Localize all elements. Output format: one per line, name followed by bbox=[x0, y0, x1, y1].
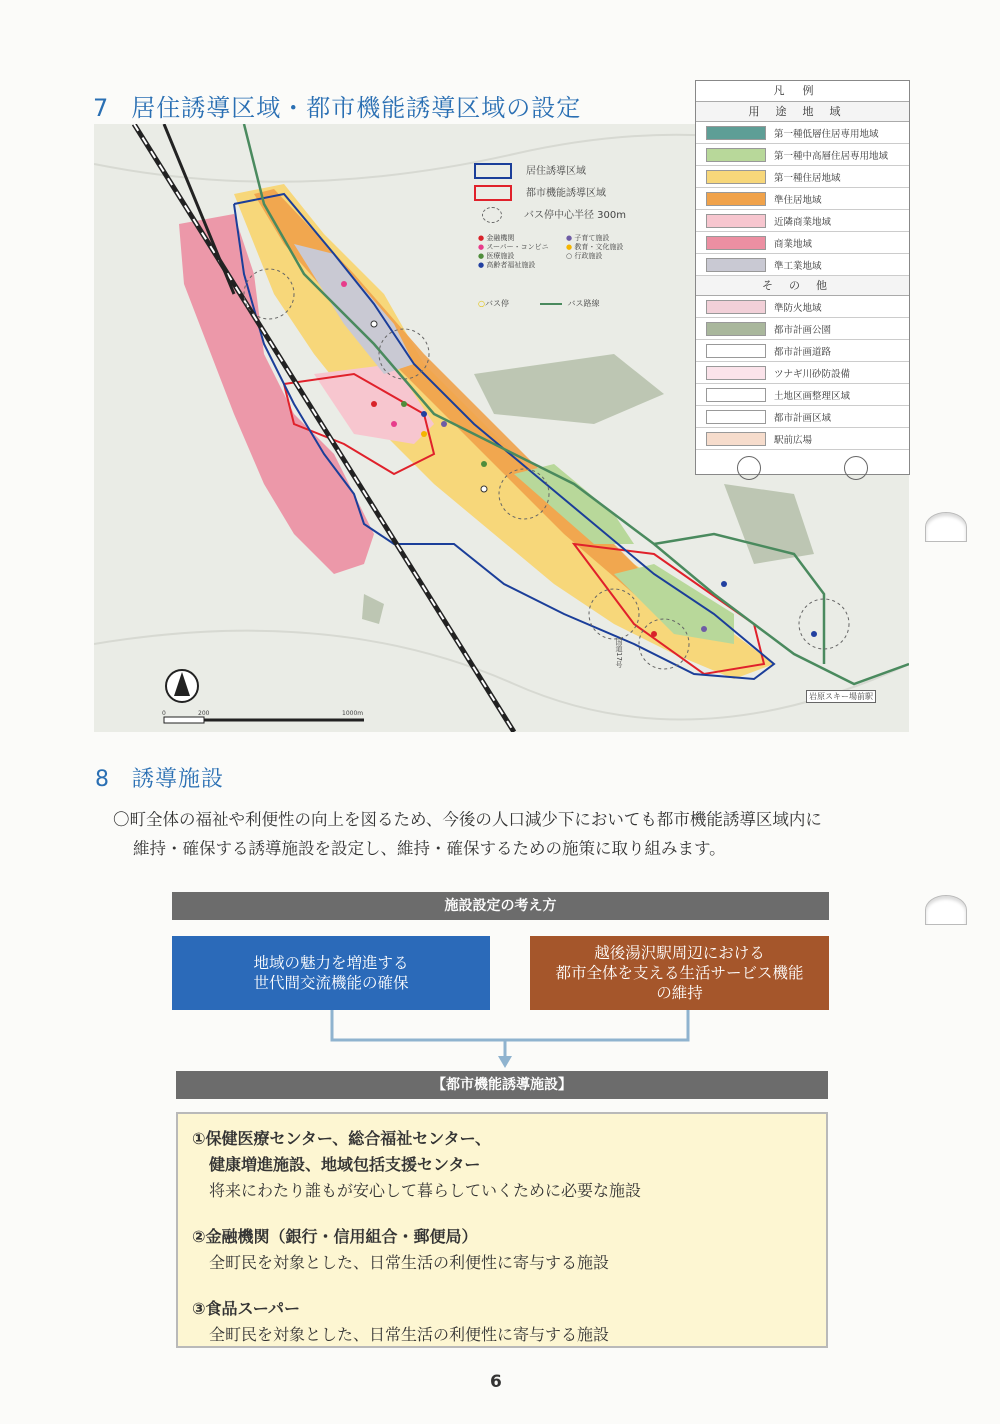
use-zone-row bbox=[696, 188, 909, 210]
other-label: 都市計画道路 bbox=[774, 346, 832, 358]
use-zone-row bbox=[696, 122, 909, 144]
use-zone-label: 第一種低層住居専用地域 bbox=[774, 128, 879, 140]
use-zone-label: 近隣商業地域 bbox=[774, 216, 832, 228]
left-box-line-1: 地域の魅力を増進する bbox=[253, 954, 409, 972]
other-swatch bbox=[706, 366, 766, 380]
map-legend-urban bbox=[474, 184, 606, 201]
body-paragraph bbox=[113, 805, 913, 863]
other-row bbox=[696, 318, 909, 340]
right-box-line-1: 越後湯沢駅周辺における bbox=[594, 944, 765, 962]
use-zone-row bbox=[696, 232, 909, 254]
plan-icon bbox=[844, 456, 868, 480]
other-swatch bbox=[706, 300, 766, 314]
page-number: 6 bbox=[490, 1372, 502, 1392]
other-row bbox=[696, 384, 909, 406]
section7-title bbox=[93, 88, 581, 123]
legend-icons bbox=[696, 450, 909, 485]
use-zone-swatch bbox=[706, 214, 766, 228]
use-zone-label: 第一種中高層住居専用地域 bbox=[774, 150, 889, 162]
other-label: 都市計画区域 bbox=[774, 412, 832, 424]
section7-number: 7 bbox=[93, 94, 110, 122]
radius-icon bbox=[482, 207, 502, 223]
section8-title bbox=[95, 762, 224, 793]
facility-elderly: ● 高齢者福祉施設 bbox=[478, 261, 536, 269]
item-3-desc: 全町民を対象とした、日常生活の利便性に寄与する施設 bbox=[209, 1325, 610, 1344]
use-zone-label: 準住居地域 bbox=[774, 194, 822, 206]
use-zone-swatch bbox=[706, 192, 766, 206]
use-zone-list bbox=[696, 122, 909, 276]
bus-stop-label: バス停 bbox=[484, 299, 509, 308]
facility-bar: 【都市機能誘導施設】 bbox=[176, 1071, 828, 1099]
other-row bbox=[696, 340, 909, 362]
left-box bbox=[172, 936, 490, 1010]
scale-end: 1000m bbox=[342, 710, 364, 717]
residential-label: 居住誘導区域 bbox=[526, 166, 586, 177]
policy-bar: 施設設定の考え方 bbox=[172, 892, 829, 920]
right-box-line-3: の維持 bbox=[656, 984, 703, 1002]
other-swatch bbox=[706, 322, 766, 336]
use-zone-swatch bbox=[706, 258, 766, 272]
other-row bbox=[696, 296, 909, 318]
use-zone-row bbox=[696, 254, 909, 276]
item-3 bbox=[192, 1296, 826, 1348]
item-3-head: ③食品スーパー bbox=[192, 1299, 300, 1318]
legend-use-zone-header: 用途地域 bbox=[696, 102, 909, 122]
use-zone-row bbox=[696, 166, 909, 188]
sign-icon bbox=[737, 456, 761, 480]
right-box bbox=[530, 936, 829, 1010]
body-line-2: 維持・確保する誘導施設を設定し、維持・確保するための施策に取り組みます。 bbox=[133, 839, 726, 858]
use-zone-row bbox=[696, 210, 909, 232]
facility-medical: ● 医療施設 bbox=[478, 252, 515, 260]
section8-number: 8 bbox=[95, 767, 110, 792]
urban-label: 都市機能誘導区域 bbox=[526, 188, 606, 199]
item-1-head-2: 健康増進施設、地域包括支援センター bbox=[209, 1155, 481, 1174]
connector bbox=[320, 1010, 700, 1070]
bus-stop-icon: ○ bbox=[478, 299, 485, 308]
binder-hole-1 bbox=[925, 512, 967, 542]
facility-legend bbox=[478, 234, 648, 270]
section7-heading: 居住誘導区域・都市機能誘導区域の設定 bbox=[131, 94, 582, 122]
item-1-desc: 将来にわたり誰もが安心して暮らしていくために必要な施設 bbox=[209, 1181, 642, 1200]
use-zone-swatch bbox=[706, 126, 766, 140]
facility-admin: ○ 行政施設 bbox=[566, 252, 603, 260]
section8-heading: 誘導施設 bbox=[132, 767, 225, 792]
other-label: ツナギ川砂防設備 bbox=[774, 368, 851, 380]
other-label: 都市計画公園 bbox=[774, 324, 832, 336]
use-zone-swatch bbox=[706, 236, 766, 250]
bus-radius-label: バス停中心半径 300m bbox=[524, 210, 627, 221]
bus-legend bbox=[478, 298, 600, 309]
route-label: 国道17号 bbox=[615, 638, 623, 668]
station-label: 岩原スキー場前駅 bbox=[806, 690, 876, 703]
map-legend-residential bbox=[474, 162, 586, 179]
body-line-1: 〇町全体の福祉や利便性の向上を図るため、今後の人口減少下においても都市機能誘導区域内に bbox=[113, 810, 822, 829]
other-swatch bbox=[706, 410, 766, 424]
scale-0: 0 bbox=[162, 710, 166, 717]
map-legend-table bbox=[695, 80, 910, 475]
scale-mid: 200 bbox=[198, 710, 210, 717]
use-zone-swatch bbox=[706, 148, 766, 162]
other-label: 土地区画整理区域 bbox=[774, 390, 851, 402]
bus-route-icon bbox=[540, 303, 562, 305]
facility-list bbox=[176, 1112, 828, 1348]
use-zone-swatch bbox=[706, 170, 766, 184]
facility-financial: ● 金融機関 bbox=[478, 234, 515, 242]
other-row bbox=[696, 362, 909, 384]
urban-swatch bbox=[474, 185, 512, 201]
left-box-line-2: 世代間交流機能の確保 bbox=[253, 974, 409, 992]
item-2-desc: 全町民を対象とした、日常生活の利便性に寄与する施設 bbox=[209, 1253, 610, 1272]
other-label: 準防火地域 bbox=[774, 302, 822, 314]
down-arrow-icon bbox=[498, 1056, 512, 1068]
map-legend-bus-radius bbox=[482, 206, 626, 223]
other-row bbox=[696, 428, 909, 450]
other-list bbox=[696, 296, 909, 450]
item-2 bbox=[192, 1224, 826, 1276]
item-1-head-1: ①保健医療センター、総合福祉センター、 bbox=[192, 1129, 491, 1148]
legend-other-header: その他 bbox=[696, 276, 909, 296]
use-zone-row bbox=[696, 144, 909, 166]
facility-education: ● 教育・文化施設 bbox=[566, 243, 624, 251]
use-zone-label: 第一種住居地域 bbox=[774, 172, 841, 184]
item-1 bbox=[192, 1126, 826, 1204]
other-row bbox=[696, 406, 909, 428]
residential-swatch bbox=[474, 163, 512, 179]
item-2-head: ②金融機関（銀行・信用組合・郵便局） bbox=[192, 1227, 478, 1246]
other-swatch bbox=[706, 388, 766, 402]
other-swatch bbox=[706, 344, 766, 358]
facility-childcare: ● 子育て施設 bbox=[566, 234, 610, 242]
other-swatch bbox=[706, 432, 766, 446]
use-zone-label: 商業地域 bbox=[774, 238, 813, 250]
facility-supermarket: ● スーパー・コンビニ bbox=[478, 243, 549, 251]
right-box-line-2: 都市全体を支える生活サービス機能 bbox=[555, 964, 804, 982]
legend-header: 凡例 bbox=[696, 81, 909, 102]
other-label: 駅前広場 bbox=[774, 434, 813, 446]
binder-hole-2 bbox=[925, 895, 967, 925]
use-zone-label: 準工業地域 bbox=[774, 260, 822, 272]
bus-route-label: バス路線 bbox=[567, 299, 600, 308]
